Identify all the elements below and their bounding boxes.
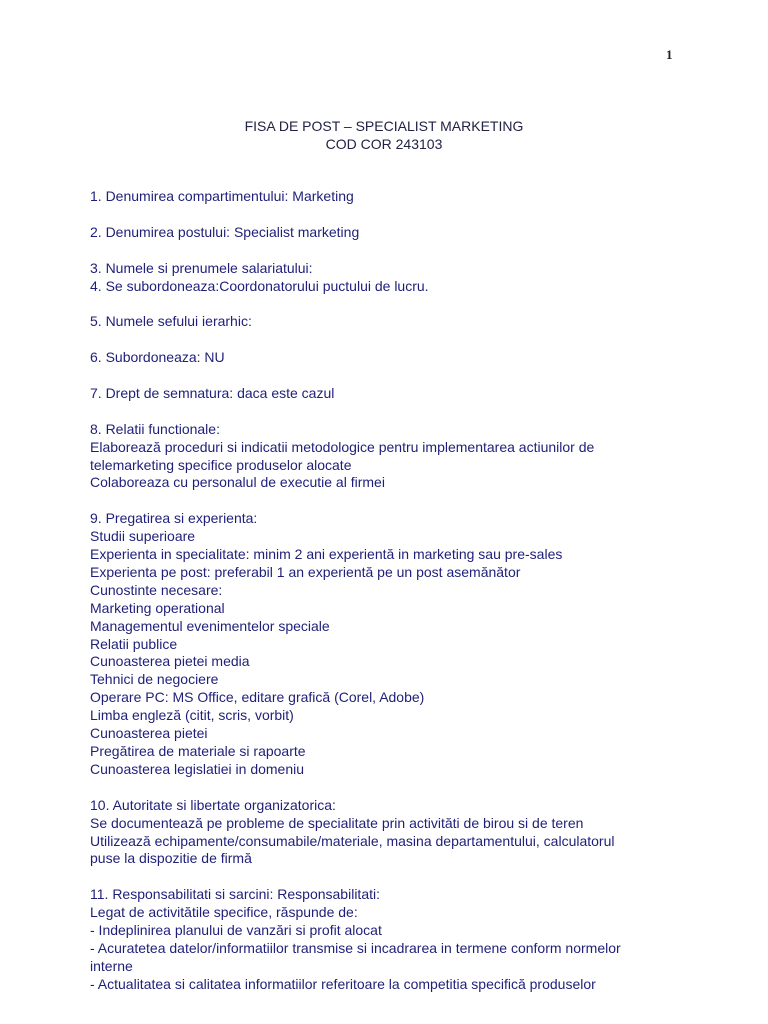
section-line: 3. Numele si prenumele salariatului: (90, 259, 313, 276)
section-line: Cunoasterea legislatiei in domeniu (90, 760, 305, 777)
section-line: Experienta pe post: preferabil 1 an experientă pe un post asemănător (90, 563, 521, 580)
section-line: 5. Numele sefului ierarhic: (90, 313, 252, 330)
section-line: 11. Responsabilitati si sarcini: Responsabilitati: (90, 886, 380, 903)
section-line: Cunoasterea pietei media (90, 653, 250, 670)
section-line: 6. Subordoneaza: NU (90, 349, 225, 366)
document-title (0, 117, 768, 153)
section-line: Pregătirea de materiale si rapoarte (90, 742, 306, 759)
section-line: Studii superioare (90, 528, 196, 545)
section-10 (90, 886, 750, 993)
section-line: 8. Relatii functionale: (90, 420, 220, 437)
section-line: - Acuratetea datelor/informatiilor transmise si incadrarea in termene conform normelor (90, 939, 621, 956)
section-line: 9. Pregatirea si experienta: (90, 510, 258, 527)
section-line: interne (90, 957, 133, 974)
section-2 (90, 224, 750, 242)
section-1 (90, 188, 750, 206)
section-line: Managementul evenimentelor speciale (90, 617, 330, 634)
section-line: - Actualitatea si calitatea informatiilor referitoare la competitia specifică produselor (90, 975, 596, 992)
section-4 (90, 313, 750, 331)
section-line: Limba engleză (citit, scris, vorbit) (90, 707, 294, 724)
title-line-1: FISA DE POST – SPECIALIST MARKETING (244, 118, 524, 134)
section-line: Operare PC: MS Office, editare grafică (Corel, Adobe) (90, 689, 425, 706)
section-6 (90, 385, 750, 403)
section-9 (90, 797, 750, 869)
section-line: 2. Denumirea postului: Specialist marketing (90, 223, 360, 240)
section-line: - Indeplinirea planului de vanzări si profit alocat (90, 922, 382, 939)
section-line: Elaborează proceduri si indicatii metodologice pentru implementarea actiunilor de (90, 438, 595, 455)
section-7 (90, 421, 750, 493)
section-line: puse la dispozitie de firmă (90, 850, 252, 867)
section-line: Colaboreaza cu personalul de executie al firmei (90, 474, 385, 491)
section-line: 4. Se subordoneaza:Coordonatorului puctului de lucru. (90, 277, 429, 294)
section-line: Experienta in specialitate: minim 2 ani experientă in marketing sau pre-sales (90, 546, 563, 563)
section-line: Cunostinte necesare: (90, 581, 223, 598)
section-8 (90, 510, 750, 779)
section-line: Cunoasterea pietei (90, 725, 208, 742)
section-line: 1. Denumirea compartimentului: Marketing (90, 188, 354, 204)
section-line: Marketing operational (90, 599, 225, 616)
section-line: Utilizează echipamente/consumabile/materiale, masina departamentului, calculatorul (90, 832, 615, 849)
section-line: telemarketing specifice produselor alocate (90, 456, 352, 473)
section-line: Relatii publice (90, 635, 178, 652)
section-line: 10. Autoritate si libertate organizatorica: (90, 796, 336, 813)
document-body (90, 188, 750, 1012)
section-3 (90, 260, 750, 296)
section-5 (90, 349, 750, 367)
section-line: Tehnici de negociere (90, 671, 219, 688)
section-line: Se documentează pe probleme de specialitate prin activităti de birou si de teren (90, 814, 584, 831)
section-line: Legat de activitătile specifice, răspunde de: (90, 904, 358, 921)
page-number: 1 (666, 47, 673, 62)
section-line: 7. Drept de semnatura: daca este cazul (90, 384, 335, 401)
title-line-2: COD COR 243103 (325, 136, 443, 152)
